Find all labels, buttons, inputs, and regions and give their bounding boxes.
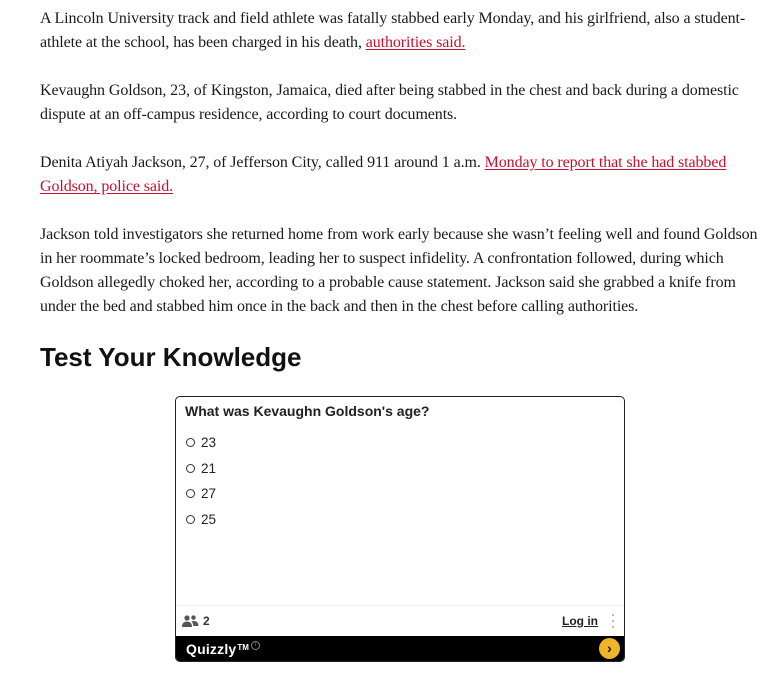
paragraph-3-text: Denita Atiyah Jackson, 27, of Jefferson City, called 911 around 1 a.m. (40, 154, 485, 171)
quiz-options (186, 430, 216, 532)
quiz-footer (176, 605, 624, 636)
info-icon[interactable]: i (251, 641, 260, 650)
authorities-said-link[interactable]: authorities said. (365, 34, 466, 51)
quiz-question: What was Kevaughn Goldson's age? (185, 403, 430, 419)
article-body (40, 7, 765, 343)
quiz-option[interactable] (186, 481, 216, 507)
participant-count: 2 (203, 614, 210, 628)
radio-icon[interactable] (186, 515, 195, 524)
paragraph-4 (40, 223, 765, 319)
kebab-menu-icon[interactable] (612, 614, 615, 628)
quiz-option-label: 25 (201, 511, 217, 527)
quiz-option[interactable] (186, 456, 216, 482)
quiz-option-label: 27 (201, 486, 217, 502)
radio-icon[interactable] (186, 489, 195, 498)
section-heading: Test Your Knowledge (40, 342, 302, 372)
quiz-widget (175, 396, 625, 662)
paragraph-2-text: Kevaughn Goldson, 23, of Kingston, Jamaica, died after being stabbed in the chest and back during a domestic dispute at an off-campus residence, according to court documents. (40, 82, 739, 123)
brand-logo: Quizzly (186, 640, 237, 657)
quiz-option[interactable] (186, 507, 216, 533)
paragraph-3 (40, 151, 765, 199)
login-link[interactable]: Log in (562, 614, 598, 628)
paragraph-2 (40, 79, 765, 127)
quiz-option-label: 21 (201, 460, 217, 476)
quiz-brand-bar (176, 636, 624, 661)
paragraph-1 (40, 7, 765, 55)
quiz-option[interactable] (186, 430, 216, 456)
people-icon (181, 614, 200, 628)
radio-icon[interactable] (186, 464, 195, 473)
next-button[interactable]: › (599, 638, 620, 659)
radio-icon[interactable] (186, 438, 195, 447)
quiz-option-label: 23 (201, 435, 217, 451)
paragraph-1-text: A Lincoln University track and field athlete was fatally stabbed early Monday, and his girlfriend, also a student-athlete at the school, has been charged in his death, (40, 10, 746, 51)
police-said-link[interactable]: Monday to report that she had stabbed Goldson, police said. (40, 154, 727, 195)
paragraph-4-text: Jackson told investigators she returned home from work early because she wasn’t feeling well and found Goldson in her roommate’s locked bedroom, leading her to suspect infidelity. A confrontation followed, during which Goldson allegedly choked her, according to a probable cause statement. Jackson said she grabbed a knife from under the bed and stabbed him once in the back and then in the chest before calling authorities. (40, 226, 758, 315)
brand-trademark: TM (237, 643, 249, 652)
